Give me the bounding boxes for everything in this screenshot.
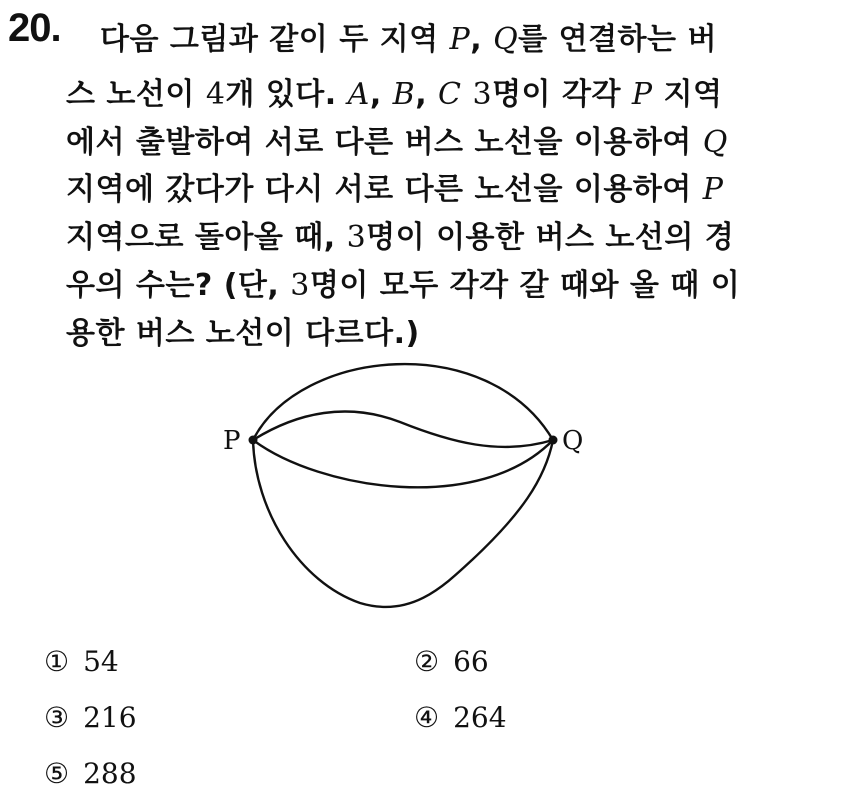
choice-1-value: 54 [83,645,119,678]
text-segment: 지역으로 돌아올 때, [66,220,347,255]
choice-5-value: 288 [83,757,137,790]
choice-4[interactable] [414,701,507,734]
choice-5-mark: ⑤ [44,757,70,790]
choice-4-mark: ④ [414,701,440,734]
question-number: 20. [8,6,61,50]
choice-5[interactable] [44,757,137,790]
text-segment: 명이 이용한 버스 노선의 경 [366,220,735,255]
text-segment: 스 노선이 [66,77,206,112]
choice-4-value: 264 [453,701,507,734]
math-variable: Q [493,22,519,57]
text-segment: 다음 그림과 같이 두 지역 [100,22,450,57]
math-variable: P [702,172,724,207]
text-segment: 명이 각각 [492,77,632,112]
text-segment: 개 있다. [225,77,348,112]
math-variable: B [392,77,416,112]
label-q: Q [562,426,584,456]
math-variable: P [631,77,653,112]
number: 3 [346,220,367,255]
choice-3-mark: ③ [44,701,70,734]
text-segment: , [369,77,393,112]
text-segment: 우의 수는? (단, [66,268,291,303]
number: 4 [205,77,226,112]
text-segment: 에서 출발하여 서로 다른 버스 노선을 이용하여 [66,125,703,160]
text-segment: 명이 모두 각각 갈 때와 올 때 이 [309,268,741,303]
choice-3-value: 216 [83,701,137,734]
route-1 [253,364,553,440]
number: 3 [472,77,493,112]
number: 3 [290,268,310,303]
text-segment: 지역 [652,77,723,112]
math-variable: A [347,77,370,112]
choice-1-mark: ① [44,645,70,678]
route-2 [253,412,553,447]
math-variable: Q [702,125,728,160]
text-segment: 를 연결하는 버 [518,22,717,57]
choice-1[interactable] [44,645,119,678]
choice-2-value: 66 [453,645,489,678]
point-p [249,436,258,445]
point-q [549,436,558,445]
choice-2-mark: ② [414,645,440,678]
text-segment: 지역에 갔다가 다시 서로 다른 노선을 이용하여 [66,172,703,207]
choice-3[interactable] [44,701,137,734]
math-variable: C [438,77,462,112]
text-segment: , [415,77,439,112]
text-segment: , [470,22,494,57]
text-segment: 용한 버스 노선이 다르다.) [66,316,420,351]
label-p: P [223,426,241,456]
math-variable: P [449,22,471,57]
choice-2[interactable] [414,645,489,678]
